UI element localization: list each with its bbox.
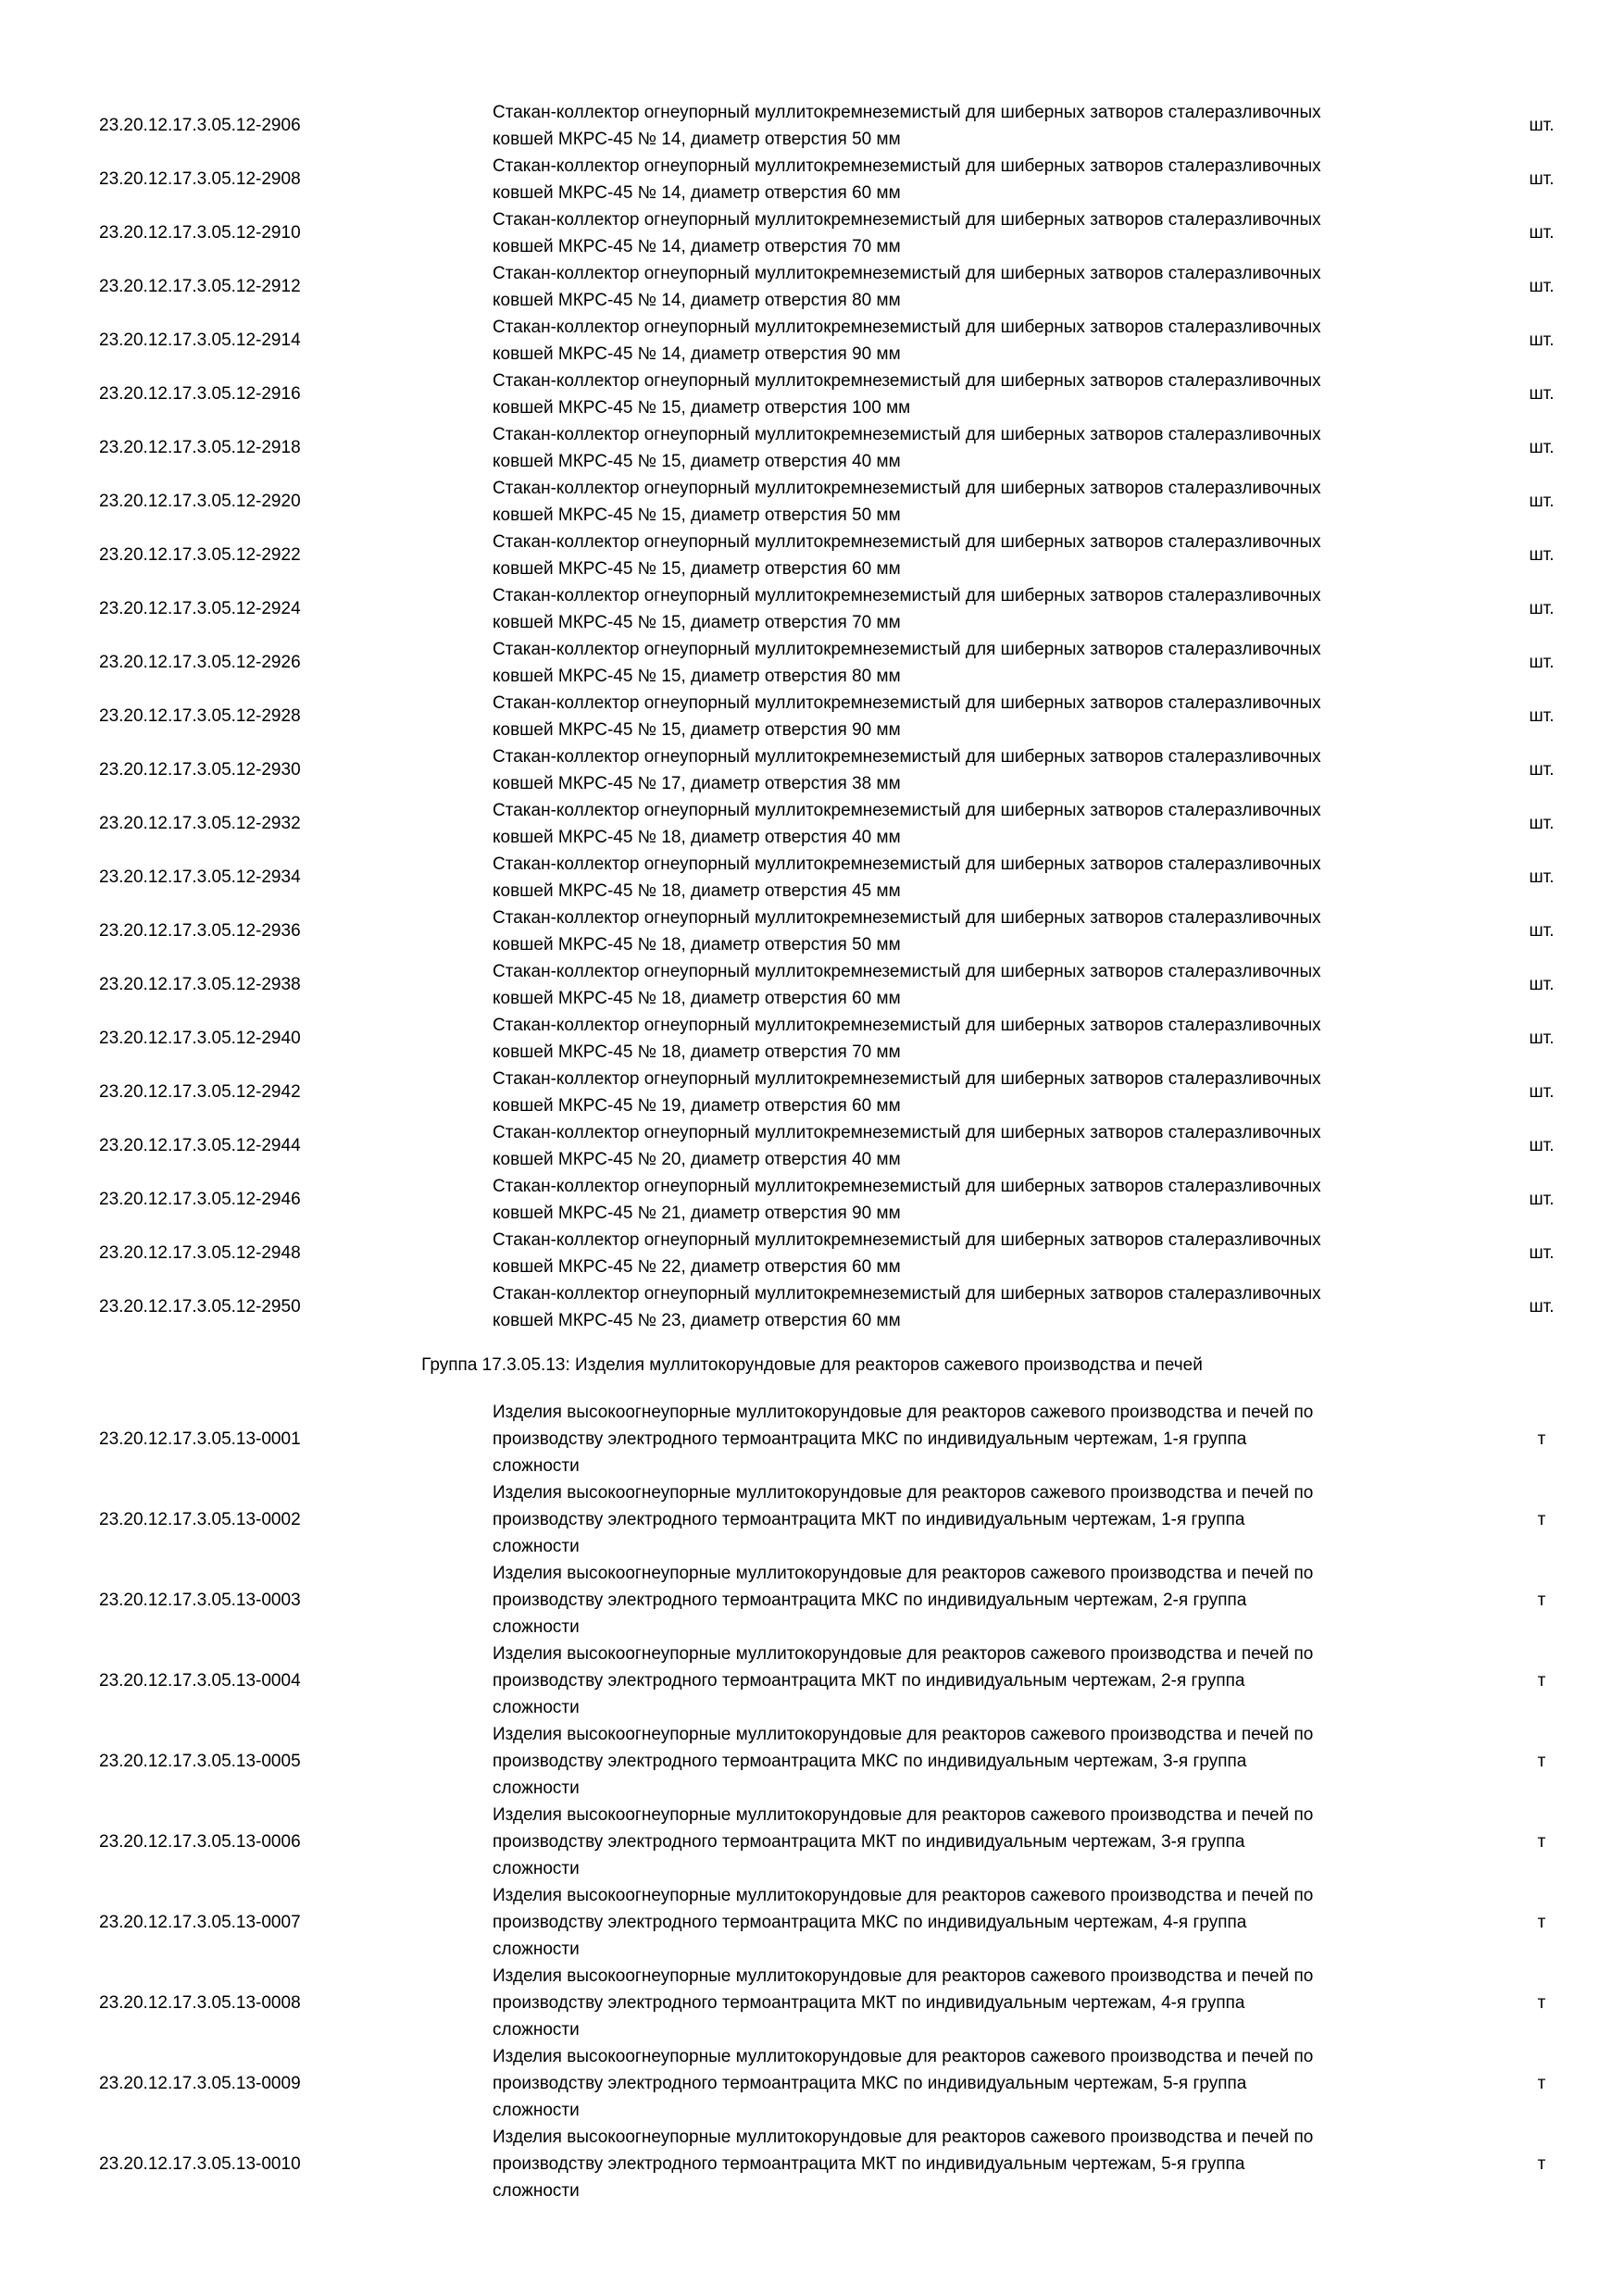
row-description: Стакан-коллектор огнеупорный муллитокремнеземистый для шиберных затворов сталеразливочных ковшей МКРС-45 № 14, диаметр отверстия 60 мм (493, 156, 1321, 203)
row-description: Стакан-коллектор огнеупорный муллитокремнеземистый для шиберных затворов сталеразливочных ковшей МКРС-45 № 21, диаметр отверстия 90 мм (493, 1177, 1321, 1223)
row-code: 23.20.12.17.3.05.12-2932 (99, 814, 301, 833)
row-description: Стакан-коллектор огнеупорный муллитокремнеземистый для шиберных затворов сталеразливочных ковшей МКРС-45 № 18, диаметр отверстия 60 мм (493, 962, 1321, 1008)
row-description: Стакан-коллектор огнеупорный муллитокремнеземистый для шиберных затворов сталеразливочных ковшей МКРС-45 № 17, диаметр отверстия 38 мм (493, 747, 1321, 793)
row-unit: шт. (1529, 492, 1555, 511)
row-description: Стакан-коллектор огнеупорный муллитокремнеземистый для шиберных затворов сталеразливочных ковшей МКРС-45 № 23, диаметр отверстия 60 мм (493, 1284, 1321, 1330)
row-description: Стакан-коллектор огнеупорный муллитокремнеземистый для шиберных затворов сталеразливочных ковшей МКРС-45 № 15, диаметр отверстия 100 мм (493, 371, 1321, 418)
row-unit: т (1537, 1832, 1546, 1852)
row-code: 23.20.12.17.3.05.12-2912 (99, 277, 301, 296)
row-code: 23.20.12.17.3.05.12-2906 (99, 116, 301, 135)
row-code: 23.20.12.17.3.05.12-2946 (99, 1190, 301, 1209)
row-description: Стакан-коллектор огнеупорный муллитокремнеземистый для шиберных затворов сталеразливочных ковшей МКРС-45 № 18, диаметр отверстия 50 мм (493, 908, 1321, 955)
row-unit: шт. (1529, 1243, 1555, 1263)
row-unit: шт. (1529, 438, 1555, 457)
row-code: 23.20.12.17.3.05.12-2922 (99, 545, 301, 565)
row-unit: шт. (1529, 1190, 1555, 1209)
row-description: Изделия высокоогнеупорные муллитокорундовые для реакторов сажевого производства и печей по производству электродного термоантрацита МКТ по индивидуальным чертежам, 3-я группа сложности (493, 1805, 1314, 1878)
row-description: Стакан-коллектор огнеупорный муллитокремнеземистый для шиберных затворов сталеразливочных ковшей МКРС-45 № 15, диаметр отверстия 90 мм (493, 693, 1321, 740)
row-description: Изделия высокоогнеупорные муллитокорундовые для реакторов сажевого производства и печей по производству электродного термоантрацита МКС по индивидуальным чертежам, 1-я группа сложности (493, 1403, 1314, 1476)
row-description: Изделия высокоогнеупорные муллитокорундовые для реакторов сажевого производства и печей по производству электродного термоантрацита МКТ по индивидуальным чертежам, 5-я группа сложности (493, 2128, 1314, 2201)
row-unit: шт. (1529, 331, 1555, 350)
row-description: Стакан-коллектор огнеупорный муллитокремнеземистый для шиберных затворов сталеразливочных ковшей МКРС-45 № 14, диаметр отверстия 50 мм (493, 103, 1321, 149)
row-code: 23.20.12.17.3.05.13-0010 (99, 2154, 301, 2174)
row-code: 23.20.12.17.3.05.12-2944 (99, 1136, 301, 1155)
row-code: 23.20.12.17.3.05.12-2920 (99, 492, 301, 511)
row-unit: т (1537, 2074, 1546, 2093)
row-description: Стакан-коллектор огнеупорный муллитокремнеземистый для шиберных затворов сталеразливочных ковшей МКРС-45 № 15, диаметр отверстия 70 мм (493, 586, 1321, 632)
row-code: 23.20.12.17.3.05.13-0002 (99, 1510, 301, 1529)
row-code: 23.20.12.17.3.05.12-2918 (99, 438, 301, 457)
row-code: 23.20.12.17.3.05.12-2910 (99, 223, 301, 243)
row-description: Стакан-коллектор огнеупорный муллитокремнеземистый для шиберных затворов сталеразливочных ковшей МКРС-45 № 15, диаметр отверстия 60 мм (493, 532, 1321, 579)
row-code: 23.20.12.17.3.05.12-2950 (99, 1297, 301, 1316)
row-code: 23.20.12.17.3.05.12-2914 (99, 331, 301, 350)
row-unit: шт. (1529, 223, 1555, 243)
row-code: 23.20.12.17.3.05.12-2940 (99, 1029, 301, 1048)
row-unit: шт. (1529, 384, 1555, 404)
row-unit: шт. (1529, 545, 1555, 565)
row-description: Стакан-коллектор огнеупорный муллитокремнеземистый для шиберных затворов сталеразливочных ковшей МКРС-45 № 15, диаметр отверстия 40 мм (493, 425, 1321, 471)
row-description: Стакан-коллектор огнеупорный муллитокремнеземистый для шиберных затворов сталеразливочных ковшей МКРС-45 № 15, диаметр отверстия 50 мм (493, 479, 1321, 525)
row-unit: т (1537, 1913, 1546, 1932)
row-unit: шт. (1529, 116, 1555, 135)
row-unit: шт. (1529, 599, 1555, 618)
row-description: Изделия высокоогнеупорные муллитокорундовые для реакторов сажевого производства и печей по производству электродного термоантрацита МКС по индивидуальным чертежам, 2-я группа сложности (493, 1564, 1314, 1637)
row-unit: шт. (1529, 1029, 1555, 1048)
row-code: 23.20.12.17.3.05.12-2938 (99, 975, 301, 994)
row-code: 23.20.12.17.3.05.12-2926 (99, 653, 301, 672)
row-description: Изделия высокоогнеупорные муллитокорундовые для реакторов сажевого производства и печей по производству электродного термоантрацита МКТ по индивидуальным чертежам, 4-я группа сложности (493, 1966, 1314, 2040)
row-unit: т (1537, 2154, 1546, 2174)
row-description: Изделия высокоогнеупорные муллитокорундовые для реакторов сажевого производства и печей по производству электродного термоантрацита МКС по индивидуальным чертежам, 4-я группа сложности (493, 1886, 1314, 1959)
row-description: Стакан-коллектор огнеупорный муллитокремнеземистый для шиберных затворов сталеразливочных ковшей МКРС-45 № 15, диаметр отверстия 80 мм (493, 640, 1321, 686)
row-description: Стакан-коллектор огнеупорный муллитокремнеземистый для шиберных затворов сталеразливочных ковшей МКРС-45 № 18, диаметр отверстия 70 мм (493, 1016, 1321, 1062)
group-heading: Группа 17.3.05.13: Изделия муллитокорундовые для реакторов сажевого производства и печей (421, 1355, 1203, 1375)
row-code: 23.20.12.17.3.05.13-0003 (99, 1591, 301, 1610)
row-code: 23.20.12.17.3.05.13-0005 (99, 1752, 301, 1771)
row-description: Стакан-коллектор огнеупорный муллитокремнеземистый для шиберных затворов сталеразливочных ковшей МКРС-45 № 14, диаметр отверстия 70 мм (493, 210, 1321, 256)
row-code: 23.20.12.17.3.05.12-2936 (99, 921, 301, 941)
row-unit: шт. (1529, 1082, 1555, 1102)
row-code: 23.20.12.17.3.05.12-2908 (99, 169, 301, 189)
row-unit: т (1537, 1591, 1546, 1610)
row-unit: шт. (1529, 1136, 1555, 1155)
row-description: Стакан-коллектор огнеупорный муллитокремнеземистый для шиберных затворов сталеразливочных ковшей МКРС-45 № 20, диаметр отверстия 40 мм (493, 1123, 1321, 1169)
row-code: 23.20.12.17.3.05.13-0009 (99, 2074, 301, 2093)
row-description: Изделия высокоогнеупорные муллитокорундовые для реакторов сажевого производства и печей по производству электродного термоантрацита МКТ по индивидуальным чертежам, 1-я группа сложности (493, 1483, 1314, 1556)
row-code: 23.20.12.17.3.05.12-2934 (99, 867, 301, 887)
row-unit: шт. (1529, 653, 1555, 672)
row-unit: шт. (1529, 706, 1555, 726)
row-description: Изделия высокоогнеупорные муллитокорундовые для реакторов сажевого производства и печей по производству электродного термоантрацита МКТ по индивидуальным чертежам, 2-я группа сложности (493, 1644, 1314, 1717)
row-code: 23.20.12.17.3.05.13-0007 (99, 1913, 301, 1932)
row-description: Изделия высокоогнеупорные муллитокорундовые для реакторов сажевого производства и печей по производству электродного термоантрацита МКС по индивидуальным чертежам, 3-я группа сложности (493, 1725, 1314, 1798)
row-code: 23.20.12.17.3.05.12-2928 (99, 706, 301, 726)
row-description: Стакан-коллектор огнеупорный муллитокремнеземистый для шиберных затворов сталеразливочных ковшей МКРС-45 № 18, диаметр отверстия 45 мм (493, 855, 1321, 901)
row-code: 23.20.12.17.3.05.13-0006 (99, 1832, 301, 1852)
row-unit: шт. (1529, 277, 1555, 296)
row-unit: шт. (1529, 921, 1555, 941)
row-description: Стакан-коллектор огнеупорный муллитокремнеземистый для шиберных затворов сталеразливочных ковшей МКРС-45 № 18, диаметр отверстия 40 мм (493, 801, 1321, 847)
row-description: Стакан-коллектор огнеупорный муллитокремнеземистый для шиберных затворов сталеразливочных ковшей МКРС-45 № 14, диаметр отверстия 90 мм (493, 318, 1321, 364)
row-unit: т (1537, 1510, 1546, 1529)
row-code: 23.20.12.17.3.05.13-0008 (99, 1993, 301, 2013)
row-code: 23.20.12.17.3.05.12-2916 (99, 384, 301, 404)
row-unit: т (1537, 1429, 1546, 1449)
row-description: Стакан-коллектор огнеупорный муллитокремнеземистый для шиберных затворов сталеразливочных ковшей МКРС-45 № 14, диаметр отверстия 80 мм (493, 264, 1321, 310)
row-description: Изделия высокоогнеупорные муллитокорундовые для реакторов сажевого производства и печей по производству электродного термоантрацита МКС по индивидуальным чертежам, 5-я группа сложности (493, 2047, 1314, 2120)
row-unit: шт. (1529, 760, 1555, 780)
row-code: 23.20.12.17.3.05.13-0004 (99, 1671, 301, 1691)
row-code: 23.20.12.17.3.05.12-2942 (99, 1082, 301, 1102)
row-code: 23.20.12.17.3.05.12-2948 (99, 1243, 301, 1263)
row-unit: шт. (1529, 867, 1555, 887)
row-code: 23.20.12.17.3.05.13-0001 (99, 1429, 301, 1449)
row-unit: шт. (1529, 169, 1555, 189)
row-unit: шт. (1529, 1297, 1555, 1316)
row-code: 23.20.12.17.3.05.12-2930 (99, 760, 301, 780)
row-unit: шт. (1529, 975, 1555, 994)
row-description: Стакан-коллектор огнеупорный муллитокремнеземистый для шиберных затворов сталеразливочных ковшей МКРС-45 № 19, диаметр отверстия 60 мм (493, 1069, 1321, 1116)
row-description: Стакан-коллектор огнеупорный муллитокремнеземистый для шиберных затворов сталеразливочных ковшей МКРС-45 № 22, диаметр отверстия 60 мм (493, 1230, 1321, 1277)
row-unit: т (1537, 1993, 1546, 2013)
row-code: 23.20.12.17.3.05.12-2924 (99, 599, 301, 618)
row-unit: шт. (1529, 814, 1555, 833)
row-unit: т (1537, 1671, 1546, 1691)
row-unit: т (1537, 1752, 1546, 1771)
